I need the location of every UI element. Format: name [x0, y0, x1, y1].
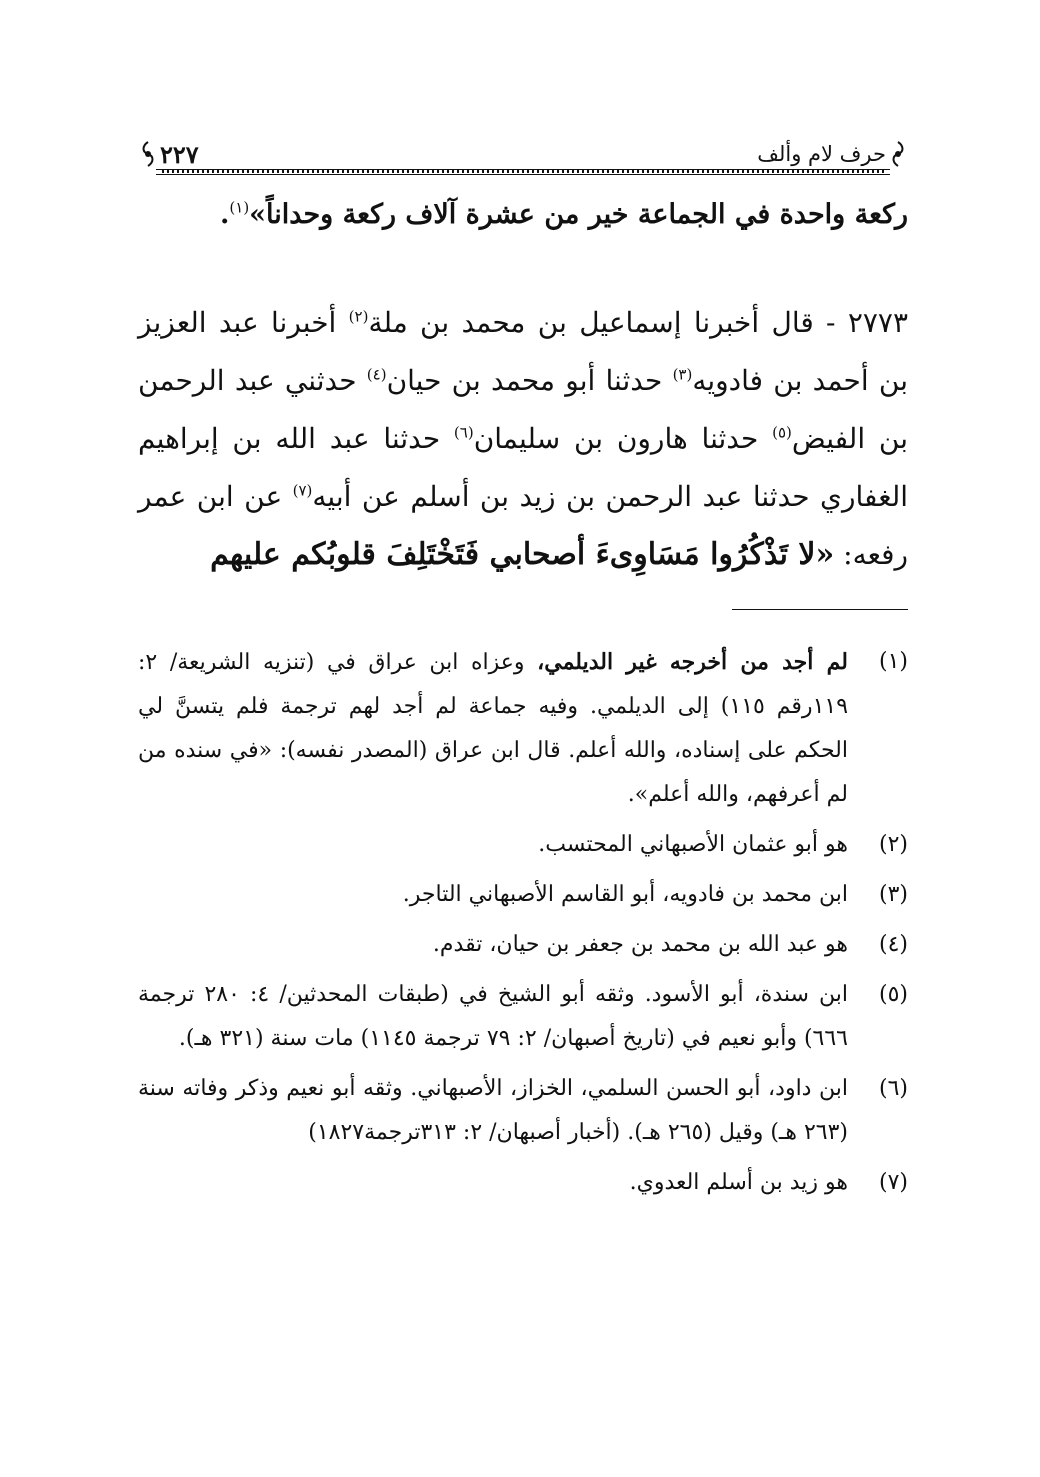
continuation-text: ركعة واحدة في الجماعة خير من عشرة آلاف ركعة وحداناً» — [249, 199, 908, 230]
isnad-tail: عن ابن عمر رفعه: — [138, 480, 908, 571]
header-ornament-right-icon — [888, 140, 908, 168]
footnote-number: (٣) — [878, 882, 908, 907]
isnad-segment: أخبرنا عبد العزيز بن أحمد بن فادويه — [138, 306, 909, 397]
footnote-number: (١) — [878, 649, 908, 674]
footnote-2 — [138, 823, 908, 867]
footnote-lead: لم أجد من أخرجه غير الديلمي، — [537, 649, 848, 675]
footnotes — [138, 640, 908, 1211]
isnad-segment: حدثنا عبد الله بن إبراهيم الغفاري حدثنا عبد الرحمن بن زيد بن أسلم عن أبيه — [138, 422, 909, 513]
footnote-number: (٢) — [878, 832, 908, 857]
main-text — [138, 185, 908, 584]
footnote-5 — [138, 973, 908, 1061]
footnote-3 — [138, 873, 908, 917]
footnote-ref: (٤) — [366, 365, 387, 384]
footnote-text: هو أبو عثمان الأصبهاني المحتسب. — [538, 832, 848, 857]
hadith-matn: «لا تَذْكُرُوا مَسَاوِىءَ أصحابي فَتَخْتَلِفَ قلوبُكم عليهم — [210, 537, 835, 572]
paragraph-gap — [138, 244, 908, 294]
isnad-segment: - قال أخبرنا إسماعيل بن محمد بن ملة — [368, 306, 848, 339]
footnote-number: (٦) — [878, 1076, 908, 1101]
running-header — [138, 140, 908, 178]
footnote-ref: (٢) — [348, 307, 369, 326]
footnote-ref: (٥) — [772, 423, 792, 442]
isnad-segment: حدثنا هارون بن سليمان — [473, 422, 773, 455]
footnote-text: هو زيد بن أسلم العدوي. — [629, 1170, 848, 1195]
chapter-title: حرف لام وألف — [757, 142, 886, 166]
page-number: ٢٢٧ — [160, 140, 199, 169]
footnote-number: (٤) — [878, 932, 908, 957]
footnote-ref: (١) — [229, 198, 250, 217]
footnote-text: ابن محمد بن فادويه، أبو القاسم الأصبهاني التاجر. — [402, 882, 848, 907]
hadith-paragraph — [138, 294, 908, 584]
footnote-7 — [138, 1161, 908, 1205]
footnote-ref: (٣) — [672, 365, 693, 384]
footnote-number: (٧) — [878, 1170, 908, 1195]
continuation-line — [138, 185, 908, 244]
footnote-text: هو عبد الله بن محمد بن جعفر بن حيان، تقدم. — [432, 932, 848, 957]
footnote-text: ابن داود، أبو الحسن السلمي، الخزاز، الأصبهاني. وثقه أبو نعيم وذكر وفاته سنة (٢٦٣ هـ) وقيل (٢٦٥ هـ). (أخبار أصبهان/ ٢: ٣١٣ترجمة١٨٢٧) — [138, 1076, 848, 1145]
footnote-text: وعزاه ابن عراق في (تنزيه الشريعة/ ٢: ١١٩رقم ١١٥) إلى الديلمي. وفيه جماعة لم أجد لهم ترجمة فلم يتسنَّ لي الحكم على إسناده، والله أعلم. قال ابن عراق (المصدر نفسه): «في سنده من لم أعرفهم، والله أعلم». — [138, 650, 849, 807]
footnote-ref: (٦) — [453, 423, 474, 442]
header-rule-pattern — [162, 170, 884, 173]
hadith-number: ٢٧٧٣ — [847, 306, 908, 339]
footnote-4 — [138, 923, 908, 967]
footnote-text: ابن سندة، أبو الأسود. وثقه أبو الشيخ في (طبقات المحدثين/ ٤: ٢٨٠ ترجمة ٦٦٦) وأبو نعيم في (تاريخ أصبهان/ ٢: ٧٩ ترجمة ١١٤٥) مات سنة (٣٢١ هـ). — [138, 982, 849, 1051]
isnad-segment: حدثنا أبو محمد بن حيان — [386, 364, 673, 397]
continuation-end: . — [219, 199, 230, 230]
isnad-segment: حدثني عبد الرحمن بن الفيض — [138, 364, 909, 455]
footnote-1 — [138, 640, 908, 817]
header-ornament-left-icon — [138, 140, 158, 168]
footnote-ref: (٧) — [292, 481, 313, 500]
footnote-separator — [732, 609, 908, 610]
footnote-6 — [138, 1067, 908, 1155]
footnote-number: (٥) — [878, 982, 908, 1007]
